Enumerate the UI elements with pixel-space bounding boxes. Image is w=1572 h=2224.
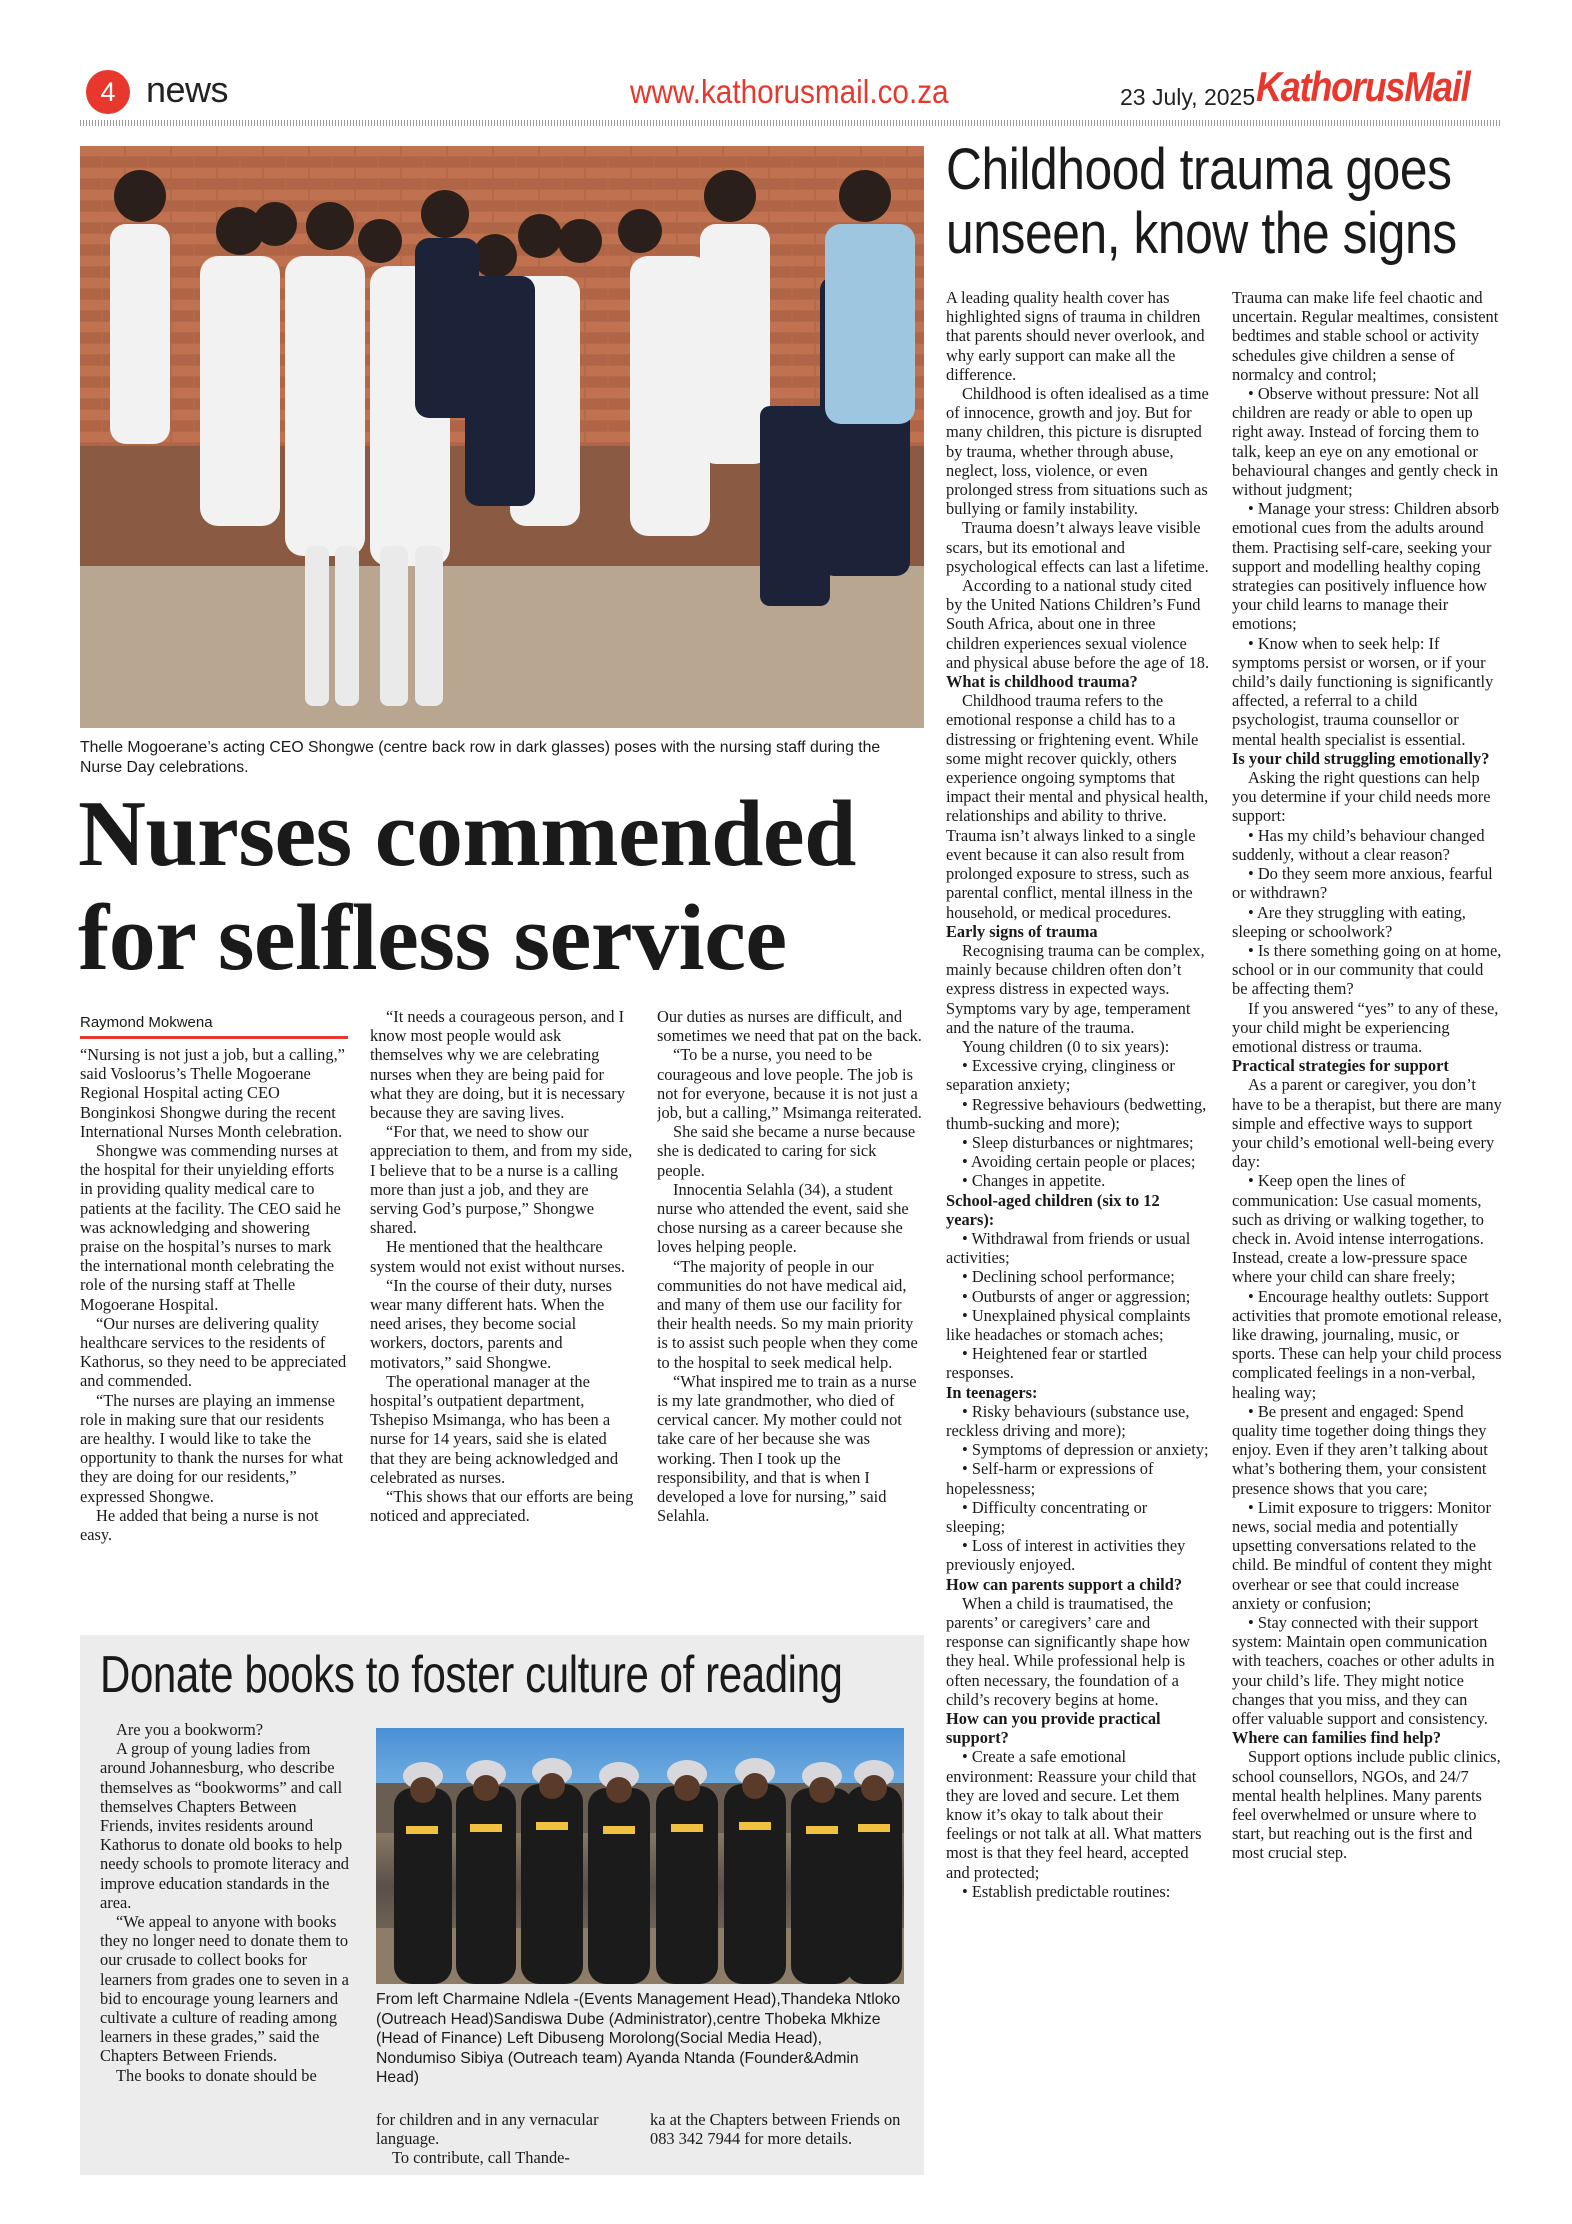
- subheading: School-aged children (six to 12 years):: [946, 1190, 1160, 1229]
- paragraph: A leading quality health cover has highlighted signs of trauma in children that parents should never overlook, and why early support can make all the difference.: [946, 288, 1205, 384]
- paragraph: • Avoiding certain people or places;: [962, 1152, 1196, 1172]
- paragraph: Shongwe was commending nurses at the hospital for their unyielding efforts in providing quality medical care to patients at the facility. The CEO said he was acknowledging and showering praise on the hospital’s nurses to mark the international month celebrating the role of the nursing staff at Thelle Mogoerane Hospital.: [80, 1141, 341, 1314]
- paragraph: Trauma doesn’t always leave visible scars, but its emotional and psychological effects can last a lifetime.: [946, 518, 1209, 576]
- nurses-column-2: [370, 1007, 635, 1625]
- paragraph: • Risky behaviours (substance use, reckless driving and more);: [946, 1401, 1190, 1440]
- paragraph: • Changes in appetite.: [962, 1171, 1106, 1191]
- paragraph: Young children (0 to six years):: [962, 1036, 1170, 1056]
- books-column-1: [100, 1720, 352, 2168]
- books-column-3: [650, 2110, 904, 2170]
- paragraph: • Establish predictable routines:: [962, 1881, 1171, 1901]
- subheading: Where can families find help?: [1232, 1728, 1442, 1748]
- paragraph: To contribute, call Thande-: [392, 2148, 570, 2168]
- paragraph: “What inspired me to train as a nurse is my late grandmother, who died of cervical cancer. My mother could not take care of her because she was working. Then I took up the responsibility, and that is when I developed a love for nursing,” said Selahla.: [657, 1371, 917, 1526]
- subheading: In teenagers:: [946, 1382, 1038, 1402]
- paragraph: He added that being a nurse is not easy.: [80, 1505, 319, 1545]
- paragraph: • Is there something going on at home, school or in our community that could be affecting them?: [1232, 940, 1502, 999]
- books-headline: Donate books to foster culture of reading: [100, 1646, 843, 1704]
- paragraph: “In the course of their duty, nurses wear many different hats. When the need arises, they become social workers, doctors, parents and motivators,” said Shongwe.: [370, 1275, 613, 1372]
- paragraph: • Has my child’s behaviour changed suddenly, without a clear reason?: [1232, 825, 1485, 864]
- paragraph: • Declining school performance;: [962, 1267, 1175, 1287]
- paragraph: “The majority of people in our communities do not have medical aid, and many of them use our facility for their health needs. So my main priority is to assist such people when they come to the hospital to seek medical help.: [657, 1256, 918, 1372]
- paragraph: Trauma can make life feel chaotic and uncertain. Regular mealtimes, consistent bedtimes and stable school or activity schedules give children a sense of normalcy and control;: [1232, 288, 1499, 384]
- books-column-2: [376, 2110, 628, 2170]
- page-header: [0, 0, 1572, 130]
- trauma-headline: [946, 138, 1457, 266]
- paragraph: • Observe without pressure: Not all children are ready or able to open up right away. Instead of forcing them to talk, keep an eye on any emotional or behavioural changes and gently check in without judgment;: [1232, 384, 1499, 500]
- trauma-headline-line1: Childhood trauma goes: [946, 137, 1452, 202]
- masthead-part-a: Kathorus: [1256, 63, 1405, 110]
- nurses-column-3: [657, 1007, 924, 1625]
- paragraph: • Difficulty concentrating or sleeping;: [946, 1497, 1148, 1536]
- paragraph: “Our nurses are delivering quality healthcare services to the residents of Kathorus, so they need to be appreciated and commended.: [80, 1313, 347, 1391]
- trauma-column-2: [1232, 288, 1502, 2168]
- nurses-column-1: [80, 1045, 348, 1625]
- nurses-photo-caption: Thelle Mogoerane’s acting CEO Shongwe (centre back row in dark glasses) poses with the nursing staff during the Nurse Day celebrations.: [80, 739, 881, 776]
- paragraph: “The nurses are playing an immense role in making sure that our residents are healthy. I would like to take the opportunity to thank the nurses for what they are doing for our residents,” expressed Shongwe.: [80, 1390, 344, 1506]
- paragraph: • Heightened fear or startled responses.: [946, 1344, 1148, 1383]
- paragraph: Asking the right questions can help you determine if your child needs more support:: [1232, 768, 1491, 826]
- byline-rule: [80, 1036, 348, 1039]
- subheading: How can you provide practical support?: [946, 1709, 1161, 1748]
- paragraph: • Withdrawal from friends or usual activities;: [946, 1228, 1191, 1268]
- paragraph: Support options include public clinics, school counsellors, NGOs, and 24/7 mental health helplines. Many parents feel overwhelmed or unsure where to start, but reaching out is the first and most crucial step.: [1232, 1747, 1501, 1863]
- paragraph: • Do they seem more anxious, fearful or withdrawn?: [1232, 864, 1493, 903]
- book-club-photo-caption: From left Charmaine Ndlela -(Events Management Head),Thandeka Ntloko (Outreach Head)Sandiswa Dube (Administrator),centre Thobeka Mkhize (Head of Finance) Left Dibuseng Morolong(Social Media Head), Nondumiso Sibiya (Outreach team) Ayanda Ntanda (Founder&Admin Head): [376, 1991, 901, 2086]
- paragraph: “For that, we need to show our appreciation to them, and from my side, I believe that to be a nurse is a calling more than just a job, and they are serving God’s purpose,” Shongwe shared.: [370, 1122, 633, 1238]
- paragraph: The operational manager at the hospital’s outpatient department, Tshepiso Msimanga, who has been a nurse for 14 years, said she is elated that they are being acknowledged and celebrated as nurses.: [370, 1371, 619, 1487]
- paragraph: • Unexplained physical complaints like headaches or stomach aches;: [946, 1305, 1191, 1344]
- paragraph: As a parent or caregiver, you don’t have to be a therapist, but there are many simple and effective ways to support your child’s emotional well-being every day:: [1232, 1075, 1502, 1172]
- paragraph: Recognising trauma can be complex, mainly because children often don’t express distress in expected ways. Symptoms vary by age, temperament and the nature of the trauma.: [946, 940, 1205, 1037]
- issue-date: 23 July, 2025: [1120, 84, 1256, 110]
- trauma-column-1: [946, 288, 1210, 2168]
- masthead-logo: [1256, 64, 1469, 110]
- paragraph: If you answered “yes” to any of these, your child might be experiencing emotional distress or trauma.: [1232, 998, 1499, 1056]
- paragraph: The books to donate should be: [116, 2065, 317, 2085]
- paragraph: “Nursing is not just a job, but a calling,” said Vosloorus’s Thelle Mogoerane Regional Hospital acting CEO Bonginkosi Shongwe during the recent International Nurses Month celebration.: [80, 1045, 345, 1141]
- paragraph: • Manage your stress: Children absorb emotional cues from the adults around them. Practising self-care, seeking your support and modelling healthy coping strategies can positively influence how your child learns to manage their emotions;: [1232, 499, 1500, 634]
- subheading: Practical strategies for support: [1232, 1056, 1449, 1076]
- paragraph: Our duties as nurses are difficult, and sometimes we need that pat on the back.: [657, 1007, 922, 1046]
- paragraph: Innocentia Selahla (34), a student nurse who attended the event, said she chose nursing as a career because she loves helping people.: [657, 1179, 909, 1257]
- nurses-photo-illustration: [80, 146, 924, 728]
- paragraph: • Regressive behaviours (bedwetting, thumb-sucking and more);: [946, 1094, 1207, 1133]
- paragraph: • Sleep disturbances or nightmares;: [962, 1132, 1194, 1152]
- paragraph: • Create a safe emotional environment: Reassure your child that they are loved and secure. Let them know it’s okay to talk about their feelings or not talk at all. What matters most is that they feel heard, accepted and protected;: [946, 1747, 1202, 1882]
- nurses-headline: [78, 782, 938, 990]
- nurses-headline-line1: Nurses commended: [78, 782, 856, 886]
- trauma-headline-line2: unseen, know the signs: [946, 201, 1457, 266]
- book-club-photo: [376, 1728, 904, 1984]
- nurses-headline-line2: for selfless service: [78, 886, 787, 990]
- paragraph: Are you a bookworm?: [116, 1720, 264, 1739]
- paragraph: • Stay connected with their support system: Maintain open communication with teachers, coaches or other adults in your child’s life. They might notice changes that you miss, and they can offer valuable support and consistency.: [1232, 1613, 1495, 1729]
- subheading: What is childhood trauma?: [946, 672, 1138, 692]
- paragraph: A group of young ladies from around Johannesburg, who describe themselves as “bookworms” and call themselves Chapters Between Friends, invites residents around Kathorus to donate old books to help needy schools to promote literacy and improve education standards in the area.: [100, 1739, 349, 1912]
- header-rule: [80, 120, 1502, 126]
- website-link[interactable]: www.kathorusmail.co.za: [630, 73, 949, 110]
- masthead-part-b: Mail: [1404, 63, 1470, 110]
- paragraph: • Be present and engaged: Spend quality time together doing things they enjoy. Even if they aren’t talking about what’s bothering them, your consistent presence shows that you care;: [1232, 1401, 1488, 1498]
- paragraph: He mentioned that the healthcare system would not exist without nurses.: [370, 1237, 625, 1276]
- paragraph: “This shows that our efforts are being noticed and appreciated.: [370, 1487, 634, 1526]
- book-club-photo-illustration: [376, 1728, 904, 1984]
- nurses-byline: Raymond Mokwena: [80, 1014, 213, 1031]
- paragraph: “We appeal to anyone with books they no longer need to donate them to our crusade to collect books for learners from grades one to seven in a bid to encourage young learners and cultivate a culture of reading among learners in these grades,” said the Chapters Between Friends.: [100, 1912, 349, 2066]
- paragraph: Childhood trauma refers to the emotional response a child has to a distressing or frightening event. While some might recover quickly, others experience ongoing symptoms that impact their mental and physical health, relationships and ability to thrive. Trauma isn’t always linked to a single event because it can also result from prolonged exposure to stress, such as parental conflict, mental illness in the household, or medical procedures.: [946, 691, 1209, 922]
- page-number: 4: [100, 77, 116, 107]
- paragraph: • Loss of interest in activities they previously enjoyed.: [946, 1536, 1186, 1575]
- paragraph: When a child is traumatised, the parents’ or caregivers’ care and response can significantly shape how they heal. While professional help is often necessary, the foundation of a child’s recovery begins at home.: [946, 1593, 1190, 1709]
- paragraph: • Know when to seek help: If symptoms persist or worsen, or if your child’s daily functioning is significantly affected, a referral to a child psychologist, trauma counsellor or mental health specialist is essential.: [1232, 633, 1494, 749]
- paragraph: • Excessive crying, clinginess or separation anxiety;: [946, 1056, 1175, 1095]
- paragraph: • Keep open the lines of communication: Use casual moments, such as driving or walking together, to check in. Avoid intense interrogations. Instead, create a low-pressure space where your child can share freely;: [1232, 1171, 1484, 1287]
- subheading: Early signs of trauma: [946, 921, 1098, 941]
- paragraph: ka at the Chapters between Friends on 083 342 7944 for more details.: [650, 2110, 901, 2149]
- paragraph: for children and in any vernacular language.: [376, 2110, 599, 2149]
- paragraph: • Symptoms of depression or anxiety;: [962, 1440, 1209, 1460]
- section-label: news: [146, 69, 229, 110]
- paragraph: Childhood is often idealised as a time of innocence, growth and joy. But for many children, this picture is disrupted by trauma, whether through abuse, neglect, loss, violence, or even prolonged stress from situations such as bullying or family instability.: [946, 384, 1209, 519]
- page-number-badge: [86, 70, 130, 114]
- paragraph: She said she became a nurse because she is dedicated to caring for sick people.: [657, 1122, 916, 1180]
- nurses-photo: [80, 146, 924, 728]
- paragraph: According to a national study cited by the United Nations Children’s Fund South Africa, about one in three children experiences sexual violence and physical abuse before the age of 18.: [946, 576, 1210, 672]
- subheading: How can parents support a child?: [946, 1574, 1183, 1594]
- paragraph: • Encourage healthy outlets: Support activities that promote emotional release, like drawing, journaling, music, or sports. These can help your child process complicated feelings in a non-verbal, healing way;: [1232, 1286, 1502, 1402]
- paragraph: • Are they struggling with eating, sleeping or schoolwork?: [1232, 902, 1466, 941]
- paragraph: • Outbursts of anger or aggression;: [962, 1286, 1191, 1306]
- paragraph: • Self-harm or expressions of hopelessness;: [946, 1459, 1154, 1498]
- paragraph: “To be a nurse, you need to be courageous and love people. The job is not for everyone, because it is not just a job, but a calling,” Msimanga reiterated.: [657, 1045, 922, 1123]
- paragraph: • Limit exposure to triggers: Monitor news, social media and potentially upsetting conversations related to the child. Be mindful of content they might overhear or see that could increase anxiety or confusion;: [1232, 1497, 1492, 1613]
- paragraph: “It needs a courageous person, and I know most people would ask themselves why we are celebrating nurses when they are being paid for what they are doing, but it is necessary because they are saving lives.: [370, 1007, 625, 1123]
- subheading: Is your child struggling emotionally?: [1232, 748, 1490, 768]
